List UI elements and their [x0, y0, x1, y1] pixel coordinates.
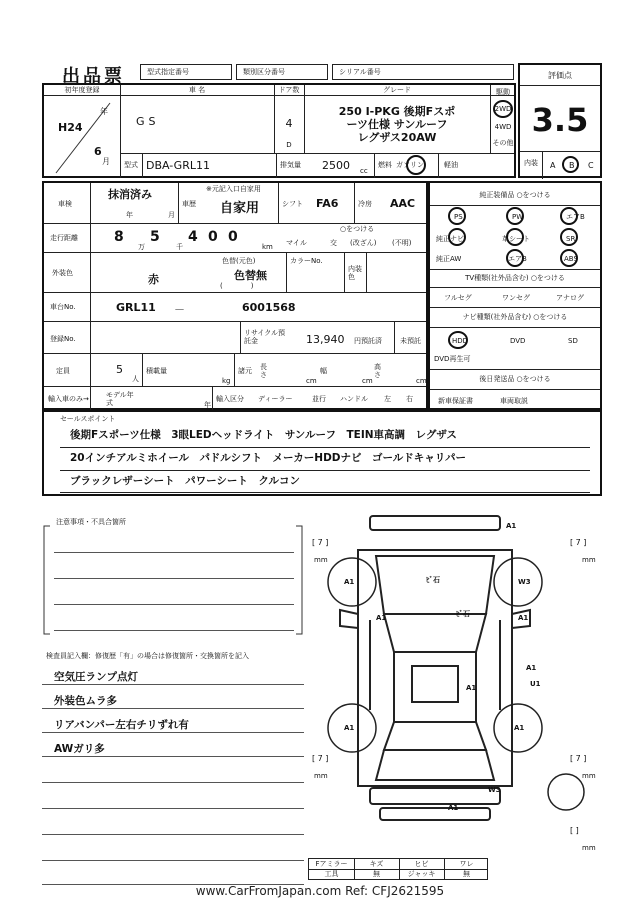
after-warranty: 新車保証書	[438, 397, 473, 405]
score-box	[518, 63, 602, 178]
tv-full: フルセグ	[444, 294, 472, 302]
car-name: GS	[136, 115, 160, 128]
light-oil-label: 軽油	[444, 161, 458, 169]
color-value: 赤	[148, 273, 159, 286]
handle-label: ハンドル	[340, 395, 368, 403]
mark-rear-door-right: A1	[526, 664, 537, 672]
remark-1: 空気圧ランプ点灯	[54, 671, 138, 683]
serial-no-box	[332, 64, 514, 80]
grade-line1: 250 I-PKG 後期Fスポ	[338, 105, 456, 118]
equip-sunroof-circle	[560, 228, 578, 246]
interior-label: 内装	[524, 159, 538, 167]
dims-label: 諸元	[238, 367, 252, 375]
fuel-circle	[406, 155, 426, 175]
mark-front-bumper: A1	[506, 522, 517, 530]
tire-fr-depth: [ 7 ]	[570, 538, 587, 547]
dim-w-cm: cm	[362, 377, 373, 385]
equip-pw-circle	[506, 207, 524, 225]
navi-title: ナビ種類(社外品含む) ○をつける	[462, 313, 568, 321]
mark-front-door-left: A1	[376, 614, 387, 622]
katashiki-no-label: 型式指定番号	[147, 68, 189, 76]
cc-label: cc	[360, 167, 368, 175]
legend-v1: 工具	[324, 870, 339, 878]
chassis-model: GRL11	[116, 301, 156, 314]
recycle-unpaid: 未預託	[400, 337, 421, 345]
chassis-label: 車台No.	[50, 303, 76, 311]
tv-analog: アナログ	[556, 294, 584, 302]
legend-v3: ジャッキ	[407, 870, 436, 878]
capacity-value: 5	[116, 363, 123, 376]
tire-spare-depth: [ ]	[570, 826, 579, 835]
dim-l-cm: cm	[306, 377, 317, 385]
grade-line2: ーツ仕様 サンルーフ	[346, 118, 448, 131]
load-kg: kg	[222, 377, 231, 385]
car-info-block	[42, 83, 516, 178]
chassis-no: 6001568	[242, 301, 296, 314]
interior-a: A	[550, 161, 556, 170]
mileage-digit: 0	[208, 229, 218, 245]
doors-value: 4	[285, 117, 293, 130]
tire-rl-depth: [ 7 ]	[312, 754, 329, 763]
mark-rl-wheel: A1	[344, 724, 355, 732]
import-dealer: ディーラー	[258, 395, 293, 403]
recycle-paid: 円預託済	[354, 337, 382, 345]
score-value: 3.5	[531, 101, 589, 139]
mileage-digit: 5	[150, 229, 160, 245]
mark-fr-wheel: W3	[518, 578, 531, 586]
equip-airbag-circle	[506, 249, 524, 267]
equip-abs: ABS	[564, 255, 578, 263]
tire-fr-value: 7	[575, 538, 581, 547]
sales-line3: ブラックレザーシート パワーシート クルコン	[70, 475, 301, 487]
fuel-label: 燃料	[378, 161, 392, 169]
equipment-block	[428, 181, 602, 410]
watermark: www.CarFromJapan.com Ref: CFJ2621595	[195, 884, 445, 898]
equip-sr-circle	[560, 207, 578, 225]
tire-rr-mm: mm	[582, 772, 596, 780]
ac-label: 冷房	[358, 200, 372, 208]
inspection-label: 車検	[58, 200, 72, 208]
tire-rl-mm: mm	[314, 772, 328, 780]
mileage-sen: 千	[176, 243, 183, 251]
mark-rr-wheel: A1	[514, 724, 525, 732]
dim-h-cm: cm	[416, 377, 427, 385]
month-suffix: 月	[102, 157, 110, 166]
mark-hood-left: ﾋﾞ石	[426, 576, 440, 584]
legend-v4: 無	[463, 870, 470, 878]
equip-ps-circle	[448, 207, 466, 225]
handle-left: 左	[384, 395, 391, 403]
serial-no-label: シリアル番号	[339, 68, 381, 76]
recycle-value: 13,940	[306, 333, 345, 346]
grade-label: グレード	[383, 86, 411, 94]
equipment-title: 純正装備品 ○をつける	[479, 191, 551, 199]
first-reg-month: 6	[94, 145, 102, 158]
navi-hdd-circle	[448, 331, 468, 349]
chassis-dash: －	[174, 303, 185, 316]
sales-line1: 後期Fスポーツ仕様 3眼LEDヘッドライト サンルーフ TEIN車高調 レグザス	[70, 429, 457, 441]
katashiki-no-box	[140, 64, 232, 80]
shift-value: FA6	[316, 197, 339, 210]
equip-ps: PS	[454, 213, 463, 221]
mark-roof: A1	[466, 684, 477, 692]
model-value: DBA-GRL11	[146, 159, 210, 172]
details-block	[42, 181, 428, 410]
use-note: ※元記入口自家用	[206, 185, 261, 193]
tv-title: TV種類(社外品含む) ○をつける	[465, 274, 565, 282]
first-reg-year: H24	[58, 121, 83, 134]
mark-rear-bumper-w: W3	[488, 786, 501, 794]
mile-opt2: (改ざん)	[350, 239, 377, 247]
after-title: 後日発送品 ○をつける	[479, 375, 551, 383]
tire-rr-depth: [ 7 ]	[570, 754, 587, 763]
mileage-man: 万	[138, 243, 145, 251]
recycle-label: リサイクル預託金	[244, 329, 286, 345]
doors-label: ドア数	[278, 86, 300, 94]
after-manual: 車両取説	[500, 397, 528, 405]
equip-pw: PW	[512, 213, 524, 221]
mile-opt3: (不明)	[392, 239, 412, 247]
mileage-digit: 8	[114, 229, 124, 245]
legend-h4: ワレ	[459, 860, 474, 868]
navi-dvd-play: DVD再生可	[434, 355, 471, 363]
sales-line2: 20インチアルミホイール パドルシフト メーカーHDDナビ ゴールドキャリパー	[70, 452, 466, 464]
mile-opt1: 交	[330, 239, 337, 247]
grade-line3: レグザス20AW	[357, 131, 437, 144]
load-label: 積載量	[146, 367, 167, 375]
capacity-persons: 人	[132, 375, 139, 383]
equip-navi-circle	[448, 228, 466, 246]
shift-label: シフト	[282, 200, 303, 208]
tire-spare-mm: mm	[582, 844, 596, 852]
color-change-paren: ( )	[220, 282, 254, 290]
interior-b: B	[569, 161, 575, 170]
inspector-label: 検査員記入欄：修復歴「有」の場合は修復箇所・交換箇所を記入	[46, 652, 249, 660]
legend-h3: ヒビ	[414, 860, 429, 868]
car-diagram	[300, 510, 610, 850]
ruibetsu-no-box	[236, 64, 328, 80]
mileage-digit: 4	[188, 229, 198, 245]
ac-value: AAC	[390, 197, 416, 210]
remark-4: AWガリ多	[54, 743, 105, 755]
drive-2wd: 2WD	[494, 105, 512, 113]
tire-fr-mm: mm	[582, 556, 596, 564]
remark-2: 外装色ムラ多	[54, 695, 117, 707]
displacement-label: 排気量	[280, 161, 301, 169]
tv-one: ワンセグ	[502, 294, 530, 302]
navi-hdd: HDD	[452, 337, 469, 345]
color-change-value: 色替無	[234, 269, 267, 282]
inspection-mo: 月	[168, 211, 175, 219]
legend-h2: キズ	[369, 860, 384, 868]
interior-b-circle	[562, 156, 579, 173]
sales-points-label: セールスポイント	[60, 415, 116, 423]
reg-no-label: 登録No.	[50, 335, 76, 343]
color-label: 外装色	[52, 269, 73, 277]
legend-v2: 無	[373, 870, 380, 878]
dim-h: 高さ	[374, 363, 381, 379]
fuel-value: ガソリン	[396, 161, 424, 169]
import-parallel: 並行	[312, 395, 326, 403]
mileage-km: km	[262, 243, 273, 251]
interior-c: C	[588, 161, 594, 170]
notes-label: 注意事項・不具合箇所	[56, 518, 126, 526]
navi-dvd: DVD	[510, 337, 526, 345]
inspection-yr: 年	[126, 211, 133, 219]
equip-sunroof: SR	[566, 235, 576, 243]
notes-bracket	[40, 520, 310, 640]
tire-fl-depth: [ 7 ]	[312, 538, 329, 547]
drive-2wd-circle	[493, 100, 513, 118]
tire-rr-value: 7	[575, 754, 581, 763]
drive-4wd: 4WD	[494, 123, 512, 131]
mark-hood-center: ﾋﾞ石	[456, 610, 470, 618]
first-reg-label: 初年度登録	[64, 86, 100, 94]
mile-circle-note: ○をつける	[340, 225, 375, 233]
mileage-label: 走行距離	[50, 234, 78, 242]
use-value: 自家用	[220, 201, 260, 216]
equip-abs-circle	[560, 249, 578, 267]
import-type-label: 輸入区分	[216, 395, 244, 403]
tire-fl-value: 7	[317, 538, 323, 547]
color-no-label: カラーNo.	[290, 257, 323, 265]
handle-right: 右	[406, 395, 413, 403]
mark-front-door-right: A1	[518, 614, 529, 622]
model-label: 型式	[124, 161, 138, 169]
dim-l: 長さ	[260, 363, 267, 379]
equip-leather-circle	[506, 228, 524, 246]
capacity-label: 定員	[56, 367, 70, 375]
ruibetsu-no-label: 類別区分番号	[243, 68, 285, 76]
mile-label: マイル	[286, 239, 307, 247]
page-title: 出品票	[62, 66, 125, 87]
legend-table	[308, 858, 488, 880]
mark-fl-wheel: A1	[344, 578, 355, 586]
equip-airbag: エアB	[508, 255, 527, 263]
import-label: 輸入車のみ→	[48, 395, 89, 403]
equip-leather: 革シート	[502, 235, 530, 243]
remark-3: リアバンパー左右チリずれ有	[54, 719, 189, 731]
mark-rear-door-right2: U1	[530, 680, 541, 688]
score-label: 評価点	[548, 71, 572, 80]
dim-w: 幅	[320, 367, 327, 375]
sales-points-block	[42, 410, 602, 496]
legend-h1: Fアミラー	[315, 860, 348, 868]
color-change-label: 色替(元色)	[222, 257, 256, 265]
int-color-label: 内装色	[348, 265, 362, 281]
mileage-digit: 0	[228, 229, 238, 245]
doors-suffix: D	[286, 141, 292, 149]
drive-label: 駆動	[496, 88, 510, 96]
inspection-value: 抹消済み	[108, 188, 152, 201]
model-year-nen: 年	[204, 401, 211, 409]
drive-other: その他	[492, 139, 514, 147]
navi-sd: SD	[568, 337, 578, 345]
car-name-label: 車 名	[188, 86, 206, 94]
use-label: 車歴	[182, 200, 196, 208]
year-suffix: 年	[100, 107, 108, 116]
equip-sr: エアB	[566, 213, 585, 221]
tire-rl-value: 7	[317, 754, 323, 763]
tire-fl-mm: mm	[314, 556, 328, 564]
model-year-label: モデル年式	[106, 391, 134, 407]
equip-tv: 純正ナビ	[436, 235, 464, 243]
displacement-value: 2500	[322, 159, 350, 172]
mark-rear-bumper-a: A1	[448, 804, 459, 812]
equip-aw: 純正AW	[436, 255, 462, 263]
